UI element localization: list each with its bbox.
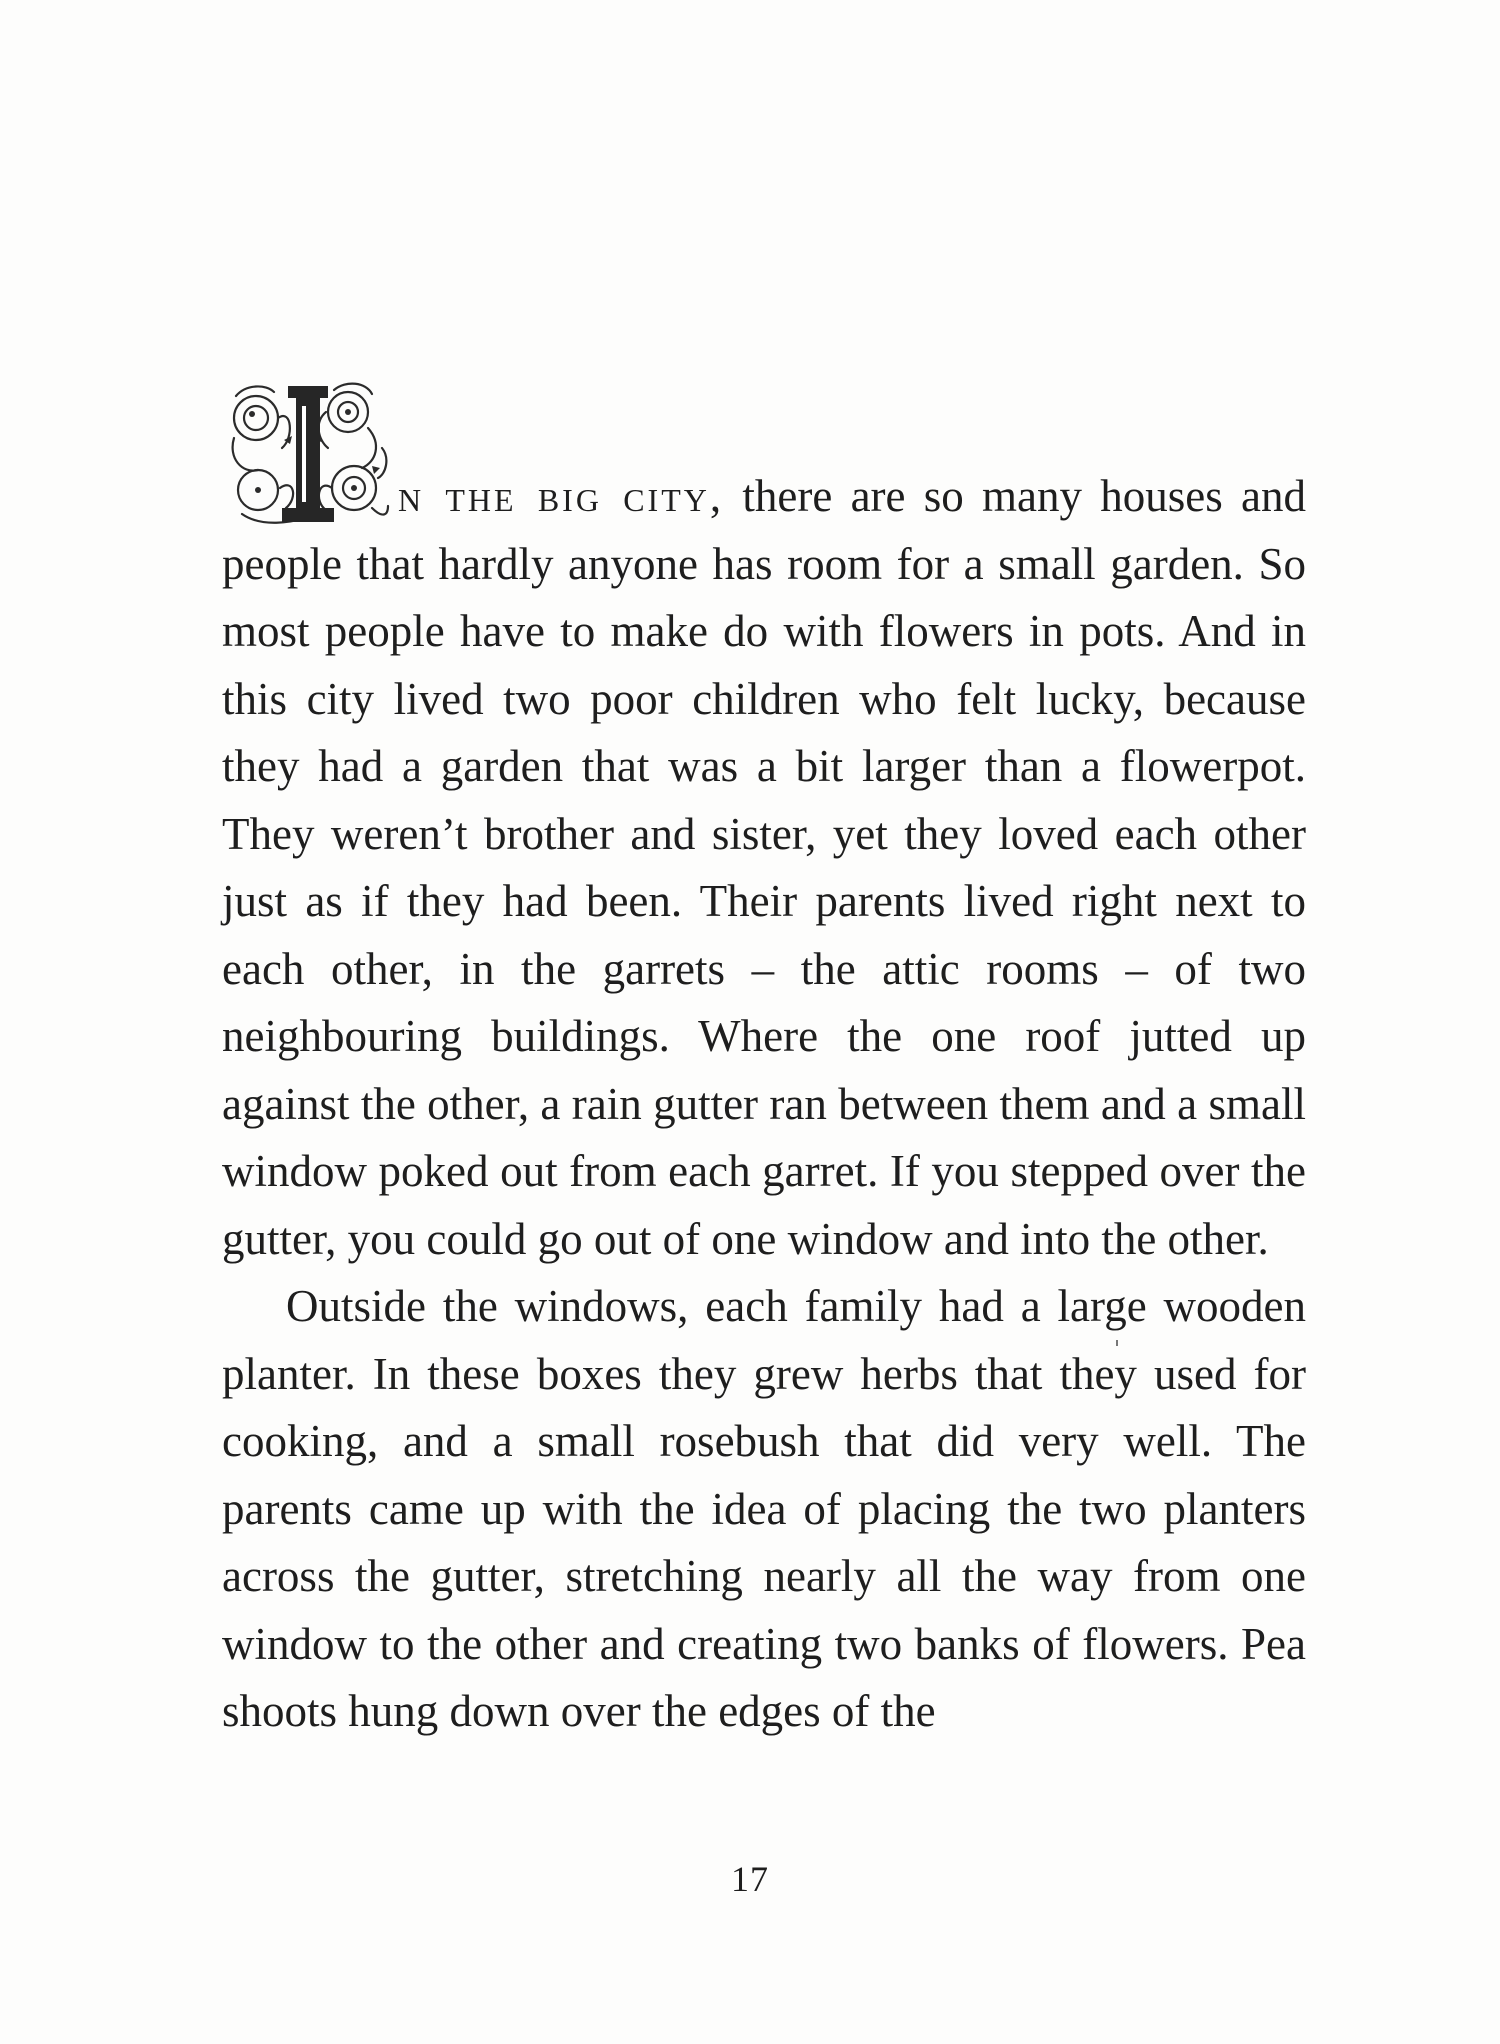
ornamental-drop-cap [222, 378, 390, 530]
paragraph-2: Outside the windows, each family had a large wooden planter. In these boxes they grew herbs that they used for cooking, and a small rosebush that did very well. The parents came up with the idea of placing the two planters across the gutter, stretching nearly all the way from one window to the other and creating two banks of flowers. Pea shoots hung down over the edges of the [222, 1281, 1306, 1736]
paragraph-1-text: there are so many houses and people that hardly anyone has room for a small garden. So most people have to make do with flowers in pots. And in this city lived two poor children who felt lucky, because they had a garden that was a bit larger than a flowerpot. They weren’t brother and sister, yet they loved each other just as if they had been. Their parents lived right next to each other, in the garrets – the attic rooms – of two neighbouring buildings. Where the one roof jutted up against the other, a rain gutter ran between them and a small window poked out from each garret. If you stepped over the gutter, you could go out of one window and into the other. [222, 471, 1306, 1264]
scan-speck [1116, 1340, 1118, 1346]
body-text [222, 378, 1306, 1746]
opening-small-caps: n the big city, [398, 471, 725, 521]
page-number: 17 [731, 1859, 769, 1899]
paragraph-1 [222, 378, 1306, 1273]
drop-cap-ornament-icon [222, 378, 390, 530]
